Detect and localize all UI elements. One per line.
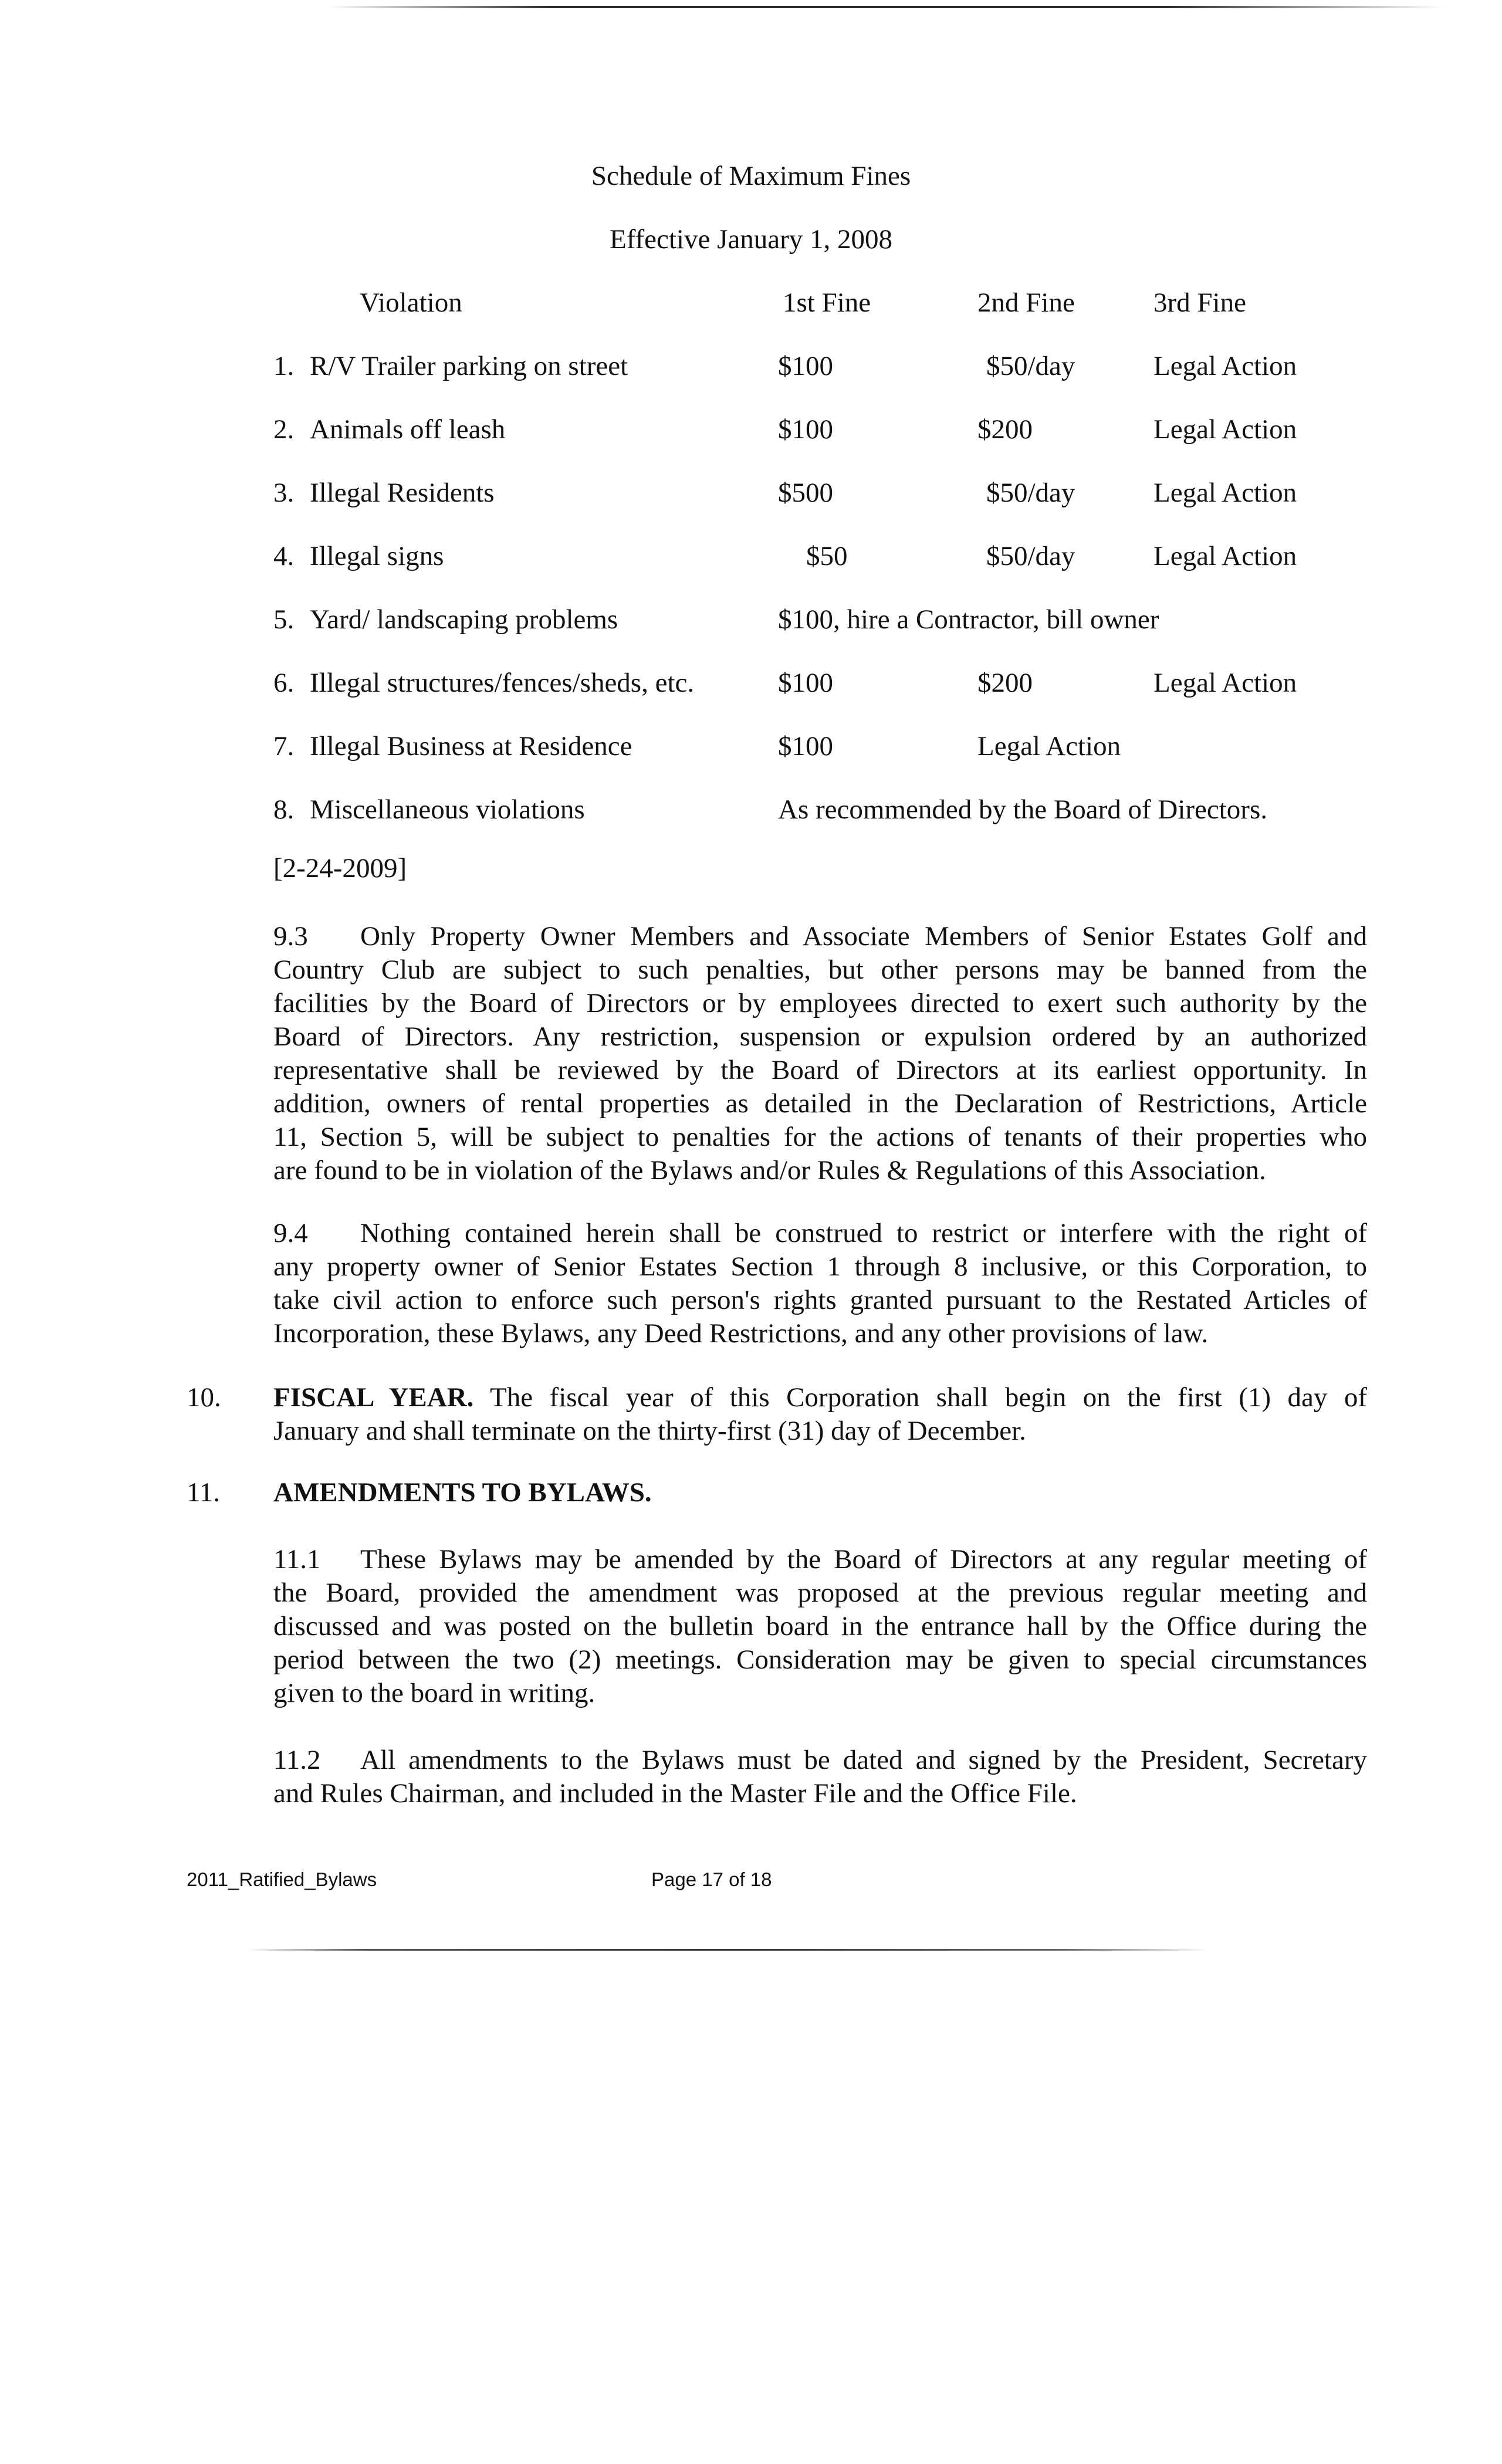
section-number: 11.2 xyxy=(273,1745,321,1775)
header-2nd-fine: 2nd Fine xyxy=(977,287,1075,318)
row-fine1: $50 xyxy=(806,541,848,571)
row-number: 3. xyxy=(273,478,295,508)
paragraph-line: Board of Directors. Any restriction, suspension or expulsion ordered by an authorized xyxy=(273,1021,1367,1052)
row-violation: Illegal signs xyxy=(310,541,444,571)
row-fine2: $200 xyxy=(977,668,1033,698)
scan-artifact-bottom xyxy=(246,1949,1209,1951)
date-note: [2-24-2009] xyxy=(273,853,407,884)
row-fine3: Legal Action xyxy=(1153,668,1297,698)
paragraph-line: These Bylaws may be amended by the Board of Directors at any regular meeting of xyxy=(360,1544,1367,1575)
row-fine2: $50/day xyxy=(986,478,1075,508)
row-fine3: Legal Action xyxy=(1153,478,1297,508)
row-fine1: $100 xyxy=(778,351,833,381)
row-fine3: Legal Action xyxy=(1153,541,1297,571)
row-violation: Illegal Residents xyxy=(310,478,495,508)
document-title: Schedule of Maximum Fines xyxy=(591,161,911,191)
row-span-fine: $100, hire a Contractor, bill owner xyxy=(778,604,1159,635)
section-number: 10. xyxy=(187,1382,221,1413)
section-number: 9.4 xyxy=(273,1218,308,1248)
row-span-fine: As recommended by the Board of Directors. xyxy=(778,794,1267,825)
row-violation: Miscellaneous violations xyxy=(310,794,585,825)
paragraph-line: representative shall be reviewed by the Board of Directors at its earliest opportunity. In xyxy=(273,1055,1367,1085)
section-number: 9.3 xyxy=(273,921,308,952)
row-number: 6. xyxy=(273,668,295,698)
paragraph-line: discussed and was posted on the bulletin board in the entrance hall by the Office during the xyxy=(273,1611,1367,1641)
paragraph-line: period between the two (2) meetings. Consideration may be given to special circumstances xyxy=(273,1644,1367,1675)
paragraph-line: any property owner of Senior Estates Section 1 through 8 inclusive, or this Corporation, to xyxy=(273,1251,1367,1282)
row-number: 8. xyxy=(273,794,295,825)
paragraph-line: Nothing contained herein shall be construed to restrict or interfere with the right of xyxy=(360,1218,1367,1248)
row-violation: Yard/ landscaping problems xyxy=(310,604,618,635)
header-violation: Violation xyxy=(360,287,462,318)
paragraph-line: Only Property Owner Members and Associate Members of Senior Estates Golf and xyxy=(360,921,1367,952)
row-number: 5. xyxy=(273,604,295,635)
footer-page-number: Page 17 of 18 xyxy=(651,1869,772,1890)
effective-date: Effective January 1, 2008 xyxy=(609,224,893,255)
row-violation: Illegal Business at Residence xyxy=(310,731,632,761)
row-fine1: $500 xyxy=(778,478,833,508)
paragraph-line: are found to be in violation of the Bylaws and/or Rules & Regulations of this Association. xyxy=(273,1155,1266,1186)
footer-filename: 2011_Ratified_Bylaws xyxy=(187,1869,377,1890)
section-heading: AMENDMENTS TO BYLAWS. xyxy=(273,1477,652,1508)
paragraph-line: All amendments to the Bylaws must be dated and signed by the President, Secretary xyxy=(360,1745,1367,1775)
row-violation: Animals off leash xyxy=(310,414,506,445)
row-violation: R/V Trailer parking on street xyxy=(310,351,628,381)
paragraph-line: Incorporation, these Bylaws, any Deed Restrictions, and any other provisions of law. xyxy=(273,1318,1209,1349)
row-fine2: $50/day xyxy=(986,351,1075,381)
paragraph-line: given to the board in writing. xyxy=(273,1678,596,1708)
row-fine2: $200 xyxy=(977,414,1033,445)
paragraph-line xyxy=(273,1381,1367,1414)
section-number: 11. xyxy=(187,1477,221,1508)
row-fine2: $50/day xyxy=(986,541,1075,571)
row-number: 7. xyxy=(273,731,295,761)
header-3rd-fine: 3rd Fine xyxy=(1153,287,1246,318)
paragraph-line: and Rules Chairman, and included in the Master File and the Office File. xyxy=(273,1778,1077,1809)
section-heading: FISCAL YEAR. xyxy=(273,1382,474,1413)
row-fine2: Legal Action xyxy=(977,731,1121,761)
row-fine3: Legal Action xyxy=(1153,351,1297,381)
row-number: 4. xyxy=(273,541,295,571)
row-violation: Illegal structures/fences/sheds, etc. xyxy=(310,668,695,698)
row-fine3: Legal Action xyxy=(1153,414,1297,445)
paragraph-line: facilities by the Board of Directors or by employees directed to exert such authority by the xyxy=(273,988,1367,1018)
paragraph-line: addition, owners of rental properties as detailed in the Declaration of Restrictions, Article xyxy=(273,1088,1367,1119)
row-fine1: $100 xyxy=(778,668,833,698)
row-fine1: $100 xyxy=(778,731,833,761)
paragraph-text: The fiscal year of this Corporation shall begin on the first (1) day of xyxy=(490,1382,1367,1413)
paragraph-line: the Board, provided the amendment was proposed at the previous regular meeting and xyxy=(273,1578,1367,1608)
paragraph-line: Country Club are subject to such penalties, but other persons may be banned from the xyxy=(273,955,1367,985)
header-1st-fine: 1st Fine xyxy=(783,287,871,318)
row-fine1: $100 xyxy=(778,414,833,445)
section-number: 11.1 xyxy=(273,1544,321,1575)
scan-artifact-top xyxy=(329,6,1443,8)
paragraph-line: take civil action to enforce such person's rights granted pursuant to the Restated Articles of xyxy=(273,1285,1367,1315)
paragraph-line: January and shall terminate on the thirty-first (31) day of December. xyxy=(273,1416,1026,1446)
row-number: 1. xyxy=(273,351,295,381)
paragraph-line: 11, Section 5, will be subject to penalties for the actions of tenants of their properties who xyxy=(273,1122,1367,1152)
row-number: 2. xyxy=(273,414,295,445)
